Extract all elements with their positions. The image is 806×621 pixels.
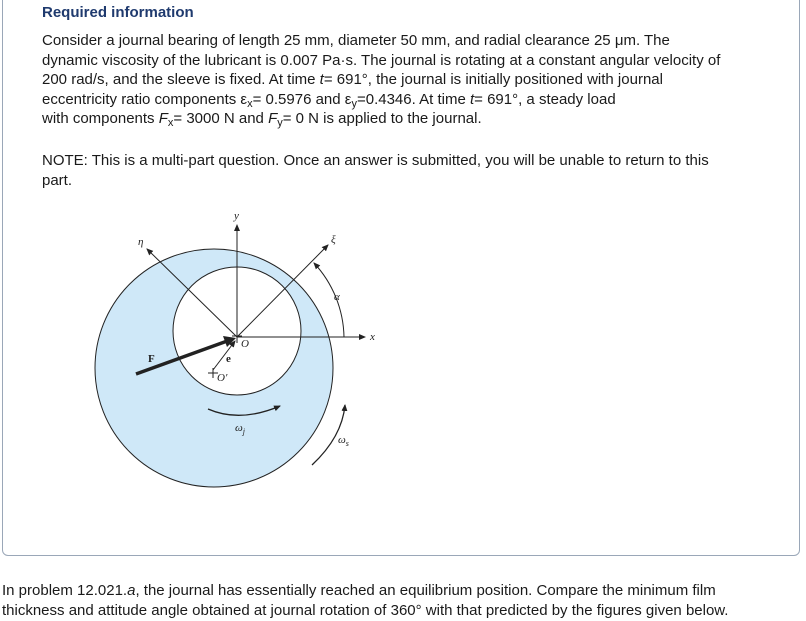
label-F: F [148,353,155,365]
label-O-prime: O′ [217,372,228,384]
label-omega-j: $\omega_j$ [235,422,246,436]
bearing-diagram [90,205,390,495]
problem-line-1: Consider a journal bearing of length 25 mm, diameter 50 mm, and radial clearance 25 μm. The [42,32,670,49]
question-line-1: In problem 12.021.a, the journal has essentially reached an equilibrium position. Compare the minimum film [2,582,716,599]
question-line-2: thickness and attitude angle obtained at journal rotation of 360° with that predicted by the figures given below. [2,602,729,619]
problem-line-3: 200 rad/s, and the sleeve is fixed. At time t= 691°, the journal is initially positioned with journal [42,71,663,88]
problem-line-5: with components $F_x= 3000$ N and $F_y= 0$ N is applied to the journal. [42,110,482,129]
label-eta: η [138,236,144,248]
note-line-2: part. [42,172,73,189]
label-xi: ξ [331,234,336,246]
question-text [2,581,802,621]
label-alpha: α [334,291,340,303]
label-omega-s: $\omega_s$ [338,434,349,448]
label-O: O [241,338,249,350]
required-information-title: Required information [42,4,194,21]
note-line-1: NOTE: This is a multi-part question. Once an answer is submitted, you will be unable to return to this [42,152,709,169]
journal-bearing-figure [90,205,390,495]
problem-line-4: eccentricity ratio components $\varepsilon_x= 0.5976$ and $\varepsilon_y=0.4346$. At time t= 691°, a steady load [42,90,616,110]
label-x: x [370,331,375,343]
label-y: y [234,210,239,222]
problem-statement [42,31,772,129]
note-text [42,151,772,191]
label-e: e [226,353,231,365]
problem-line-2: dynamic viscosity of the lubricant is 0.007 Pa·s. The journal is rotating at a constant angular velocity of [42,51,721,69]
